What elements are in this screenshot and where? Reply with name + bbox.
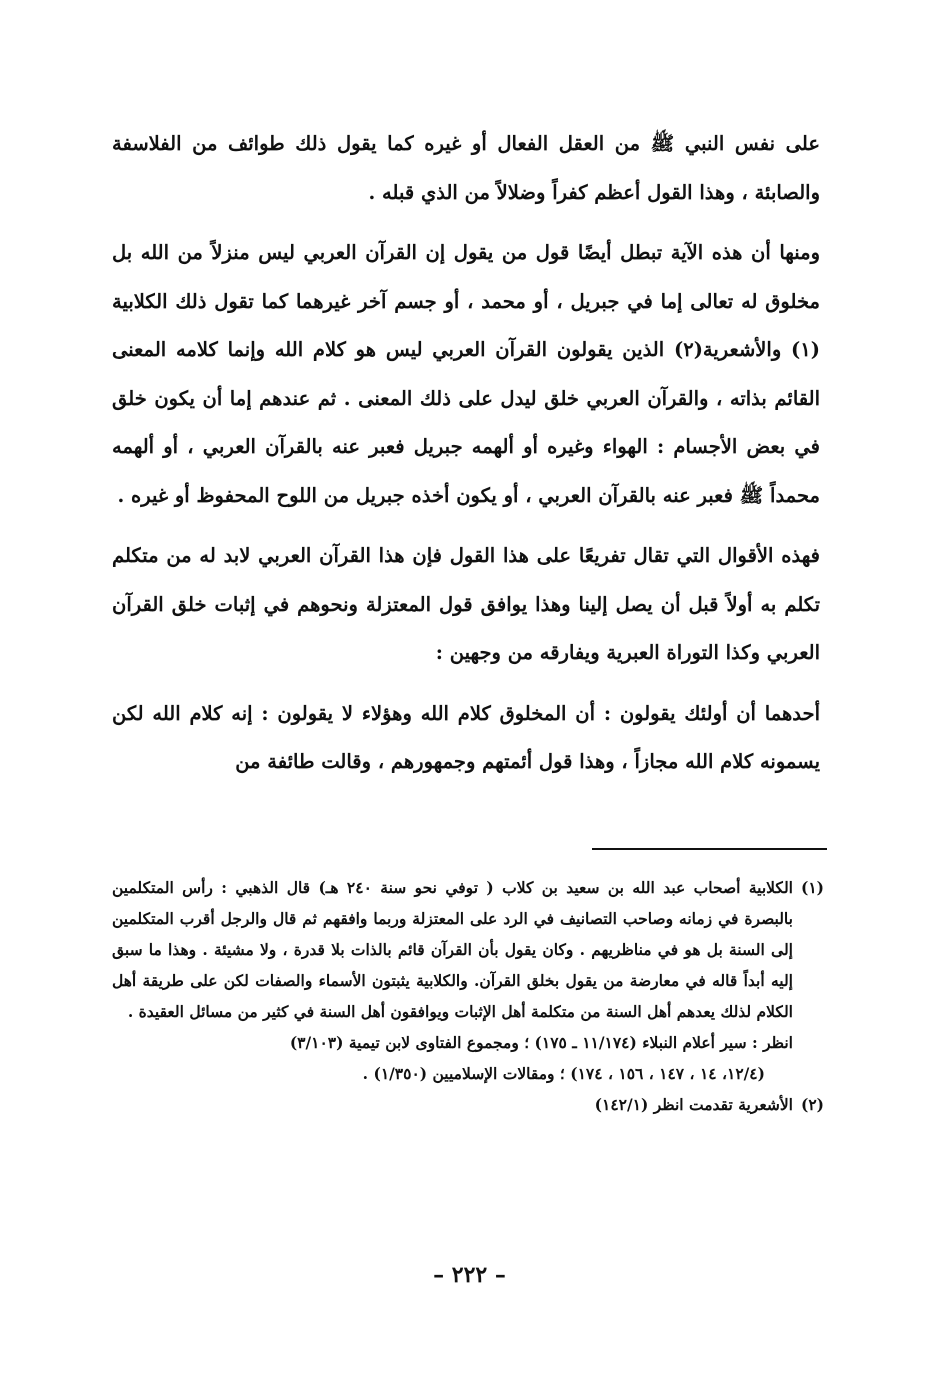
footnote-text: الأشعرية تقدمت انظر (١٤٢/١) bbox=[594, 1095, 793, 1114]
paragraph: ومنها أن هذه الآية تبطل أيضًا قول من يقول إن القرآن العربي ليس منزلاً من الله بل مخلوق له تعالى إما في جبريل ، أو محمد ، أو جسم آخر غيرهما كما تقول ذلك الكلابية (١) والأشعرية(٢) الذين يقولون القرآن العربي ليس هو كلام الله وإنما كلامه المعنى القائم بذاته ، والقرآن العربي خلق ليدل على ذلك المعنى . ثم عندهم إما أن يكون خلق في بعض الأجسام : الهواء وغيره أو ألهمه جبريل فعبر عنه بالقرآن العربي ، أو ألهمه محمداً ﷺ فعبر عنه بالقرآن العربي ، أو يكون أخذه جبريل من اللوح المحفوظ أو غيره . bbox=[112, 241, 820, 507]
footnote-number: (٢) bbox=[800, 1095, 824, 1114]
paragraph: أحدهما أن أولئك يقولون : أن المخلوق كلام الله وهؤلاء لا يقولون : إنه كلام الله لكن يسمونه كلام الله مجازاً ، وهذا قول أئمتهم وجمهورهم ، وقالت طائفة من bbox=[112, 701, 820, 773]
footnote-text: الكلابية أصحاب عبد الله بن سعيد بن كلاب ( توفي نحو سنة ٢٤٠ هـ) قال الذهبي : رأس المتكلمين بالبصرة في زمانه وصاحب التصانيف في الرد على المعتزلة وربما وافقهم ثم قال والرجل أقرب المتكلمين إلى السنة بل هو في مناظريهم . وكان يقول بأن القرآن قائم بالذات بلا قدرة ، ولا مشيئة . وهذا ما سبق إليه أبداً قاله في معارضة من يقول بخلق القرآن. والكلابية يثبتون الأسماء والصفات لكن على طريقة أهل الكلام لذلك يعدهم أهل السنة من متكلمة أهل الإثبات ويوافقون أهل السنة في كثير من مسائل العقيدة . bbox=[112, 878, 793, 1021]
reference-line: (١٢/٤، ١٤ ، ١٤٧ ، ١٥٦ ، ١٧٤) ؛ ومقالات الإسلاميين (١/٣٥٠) . bbox=[362, 1064, 765, 1083]
reference-line: انظر : سير أعلام النبلاء (١١/١٧٤ ـ ١٧٥) ؛ ومجموع الفتاوى لابن تيمية (٣/١٠٣) bbox=[289, 1033, 793, 1052]
paragraph: فهذه الأقوال التي تقال تفريعًا على هذا القول فإن هذا القرآن العربي لابد له من متكلم تكلم به أولاً قبل أن يصل إلينا وهذا يوافق قول المعتزلة ونحوهم في إثبات خلق القرآن العربي وكذا التوراة العبرية ويفارقه من وجهين : bbox=[112, 544, 820, 664]
footnotes bbox=[112, 872, 824, 1120]
footnote-number: (١) bbox=[800, 878, 824, 897]
footnote-body bbox=[112, 1089, 793, 1120]
footnote-body bbox=[112, 872, 793, 1089]
footnote bbox=[112, 872, 824, 1089]
footnote-references bbox=[112, 1027, 793, 1089]
page-number: – ٢٢٢ – bbox=[433, 1262, 506, 1288]
main-text bbox=[112, 120, 820, 787]
paragraph: على نفس النبي ﷺ من العقل الفعال أو غيره كما يقول ذلك طوائف من الفلاسفة والصابئة ، وهذا القول أعظم كفراً وضلالاً من الذي قبله . bbox=[112, 132, 820, 204]
footnote bbox=[112, 1089, 824, 1120]
footnote-separator bbox=[592, 848, 827, 850]
